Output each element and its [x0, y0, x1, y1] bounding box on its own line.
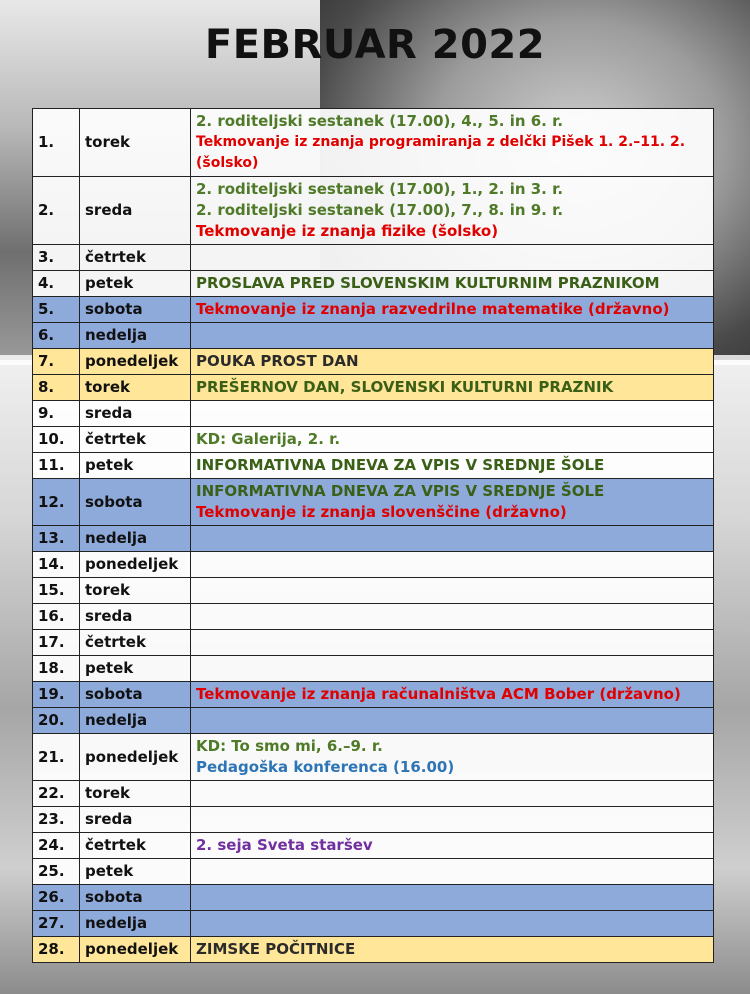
event-text: PROSLAVA PRED SLOVENSKIM KULTURNIM PRAZNIKOM — [196, 274, 660, 292]
calendar-row — [33, 552, 714, 578]
events-cell — [191, 526, 714, 552]
calendar-row — [33, 349, 714, 375]
events-cell — [191, 578, 714, 604]
events-cell — [191, 630, 714, 656]
weekday: torek — [80, 375, 191, 401]
weekday: sobota — [80, 297, 191, 323]
date-number: 1. — [33, 109, 80, 177]
events-cell — [191, 604, 714, 630]
events-cell — [191, 734, 714, 781]
event-text: INFORMATIVNA DNEVA ZA VPIS V SREDNJE ŠOLE — [196, 482, 605, 500]
weekday: sobota — [80, 479, 191, 526]
events-cell — [191, 807, 714, 833]
events-cell — [191, 708, 714, 734]
event-text: ZIMSKE POČITNICE — [196, 940, 356, 958]
weekday: četrtek — [80, 833, 191, 859]
weekday: torek — [80, 109, 191, 177]
weekday: sobota — [80, 885, 191, 911]
date-number: 8. — [33, 375, 80, 401]
event-text: POUKA PROST DAN — [196, 352, 359, 370]
date-number: 4. — [33, 271, 80, 297]
event-text: INFORMATIVNA DNEVA ZA VPIS V SREDNJE ŠOLE — [196, 456, 605, 474]
date-number: 19. — [33, 682, 80, 708]
events-cell — [191, 833, 714, 859]
calendar-row — [33, 479, 714, 526]
calendar-row — [33, 885, 714, 911]
date-number: 6. — [33, 323, 80, 349]
event-text: KD: To smo mi, 6.–9. r. — [196, 737, 383, 755]
events-cell — [191, 297, 714, 323]
date-number: 18. — [33, 656, 80, 682]
date-number: 3. — [33, 245, 80, 271]
event-text: Tekmovanje iz znanja slovenščine (državno) — [196, 503, 567, 521]
date-number: 27. — [33, 911, 80, 937]
date-number: 23. — [33, 807, 80, 833]
date-number: 17. — [33, 630, 80, 656]
date-number: 7. — [33, 349, 80, 375]
weekday: sreda — [80, 604, 191, 630]
events-cell — [191, 177, 714, 245]
events-cell — [191, 245, 714, 271]
date-number: 21. — [33, 734, 80, 781]
calendar-row — [33, 937, 714, 963]
calendar-row — [33, 708, 714, 734]
date-number: 5. — [33, 297, 80, 323]
event-text: Tekmovanje iz znanja programiranja z delčki Pišek 1. 2.–11. 2. — [196, 134, 686, 150]
weekday: nedelja — [80, 323, 191, 349]
event-text: KD: Galerija, 2. r. — [196, 430, 341, 448]
weekday: petek — [80, 453, 191, 479]
calendar-row — [33, 682, 714, 708]
weekday: četrtek — [80, 630, 191, 656]
events-cell — [191, 911, 714, 937]
weekday: petek — [80, 271, 191, 297]
weekday: sobota — [80, 682, 191, 708]
events-cell — [191, 656, 714, 682]
calendar-row — [33, 911, 714, 937]
weekday: torek — [80, 578, 191, 604]
weekday: nedelja — [80, 911, 191, 937]
event-text: 2. seja Sveta staršev — [196, 836, 373, 854]
calendar-row — [33, 656, 714, 682]
events-cell — [191, 375, 714, 401]
calendar-row — [33, 109, 714, 177]
weekday: sreda — [80, 177, 191, 245]
calendar-row — [33, 859, 714, 885]
weekday: nedelja — [80, 708, 191, 734]
event-text: PREŠERNOV DAN, SLOVENSKI KULTURNI PRAZNIK — [196, 378, 614, 396]
date-number: 10. — [33, 427, 80, 453]
date-number: 22. — [33, 781, 80, 807]
date-number: 16. — [33, 604, 80, 630]
weekday: sreda — [80, 401, 191, 427]
weekday: ponedeljek — [80, 552, 191, 578]
weekday: ponedeljek — [80, 937, 191, 963]
weekday: petek — [80, 859, 191, 885]
date-number: 9. — [33, 401, 80, 427]
weekday: ponedeljek — [80, 734, 191, 781]
date-number: 25. — [33, 859, 80, 885]
date-number: 28. — [33, 937, 80, 963]
weekday: nedelja — [80, 526, 191, 552]
calendar-row — [33, 323, 714, 349]
weekday: četrtek — [80, 427, 191, 453]
calendar-row — [33, 427, 714, 453]
calendar-row — [33, 297, 714, 323]
calendar-row — [33, 401, 714, 427]
events-cell — [191, 937, 714, 963]
calendar-row — [33, 375, 714, 401]
calendar-row — [33, 781, 714, 807]
event-text: 2. roditeljski sestanek (17.00), 1., 2. in 3. r. — [196, 180, 564, 198]
date-number: 24. — [33, 833, 80, 859]
events-cell — [191, 401, 714, 427]
weekday: petek — [80, 656, 191, 682]
calendar-row — [33, 177, 714, 245]
events-cell — [191, 349, 714, 375]
event-text: Tekmovanje iz znanja fizike (šolsko) — [196, 222, 499, 240]
date-number: 2. — [33, 177, 80, 245]
events-cell — [191, 479, 714, 526]
date-number: 12. — [33, 479, 80, 526]
calendar-row — [33, 578, 714, 604]
date-number: 14. — [33, 552, 80, 578]
calendar-body — [33, 109, 714, 963]
calendar-row — [33, 271, 714, 297]
events-cell — [191, 552, 714, 578]
events-cell — [191, 453, 714, 479]
event-text: Tekmovanje iz znanja razvedrilne matematike (državno) — [196, 300, 670, 318]
date-number: 11. — [33, 453, 80, 479]
events-cell — [191, 427, 714, 453]
events-cell — [191, 682, 714, 708]
weekday: torek — [80, 781, 191, 807]
date-number: 15. — [33, 578, 80, 604]
calendar-row — [33, 630, 714, 656]
events-cell — [191, 859, 714, 885]
event-text: 2. roditeljski sestanek (17.00), 7., 8. in 9. r. — [196, 201, 564, 219]
calendar-row — [33, 245, 714, 271]
calendar-row — [33, 604, 714, 630]
events-cell — [191, 109, 714, 177]
date-number: 20. — [33, 708, 80, 734]
event-text: Pedagoška konferenca (16.00) — [196, 758, 455, 776]
calendar-row — [33, 453, 714, 479]
event-text: (šolsko) — [196, 155, 259, 171]
weekday: sreda — [80, 807, 191, 833]
calendar-row — [33, 526, 714, 552]
event-text: 2. roditeljski sestanek (17.00), 4., 5. in 6. r. — [196, 112, 564, 130]
calendar-row — [33, 807, 714, 833]
events-cell — [191, 323, 714, 349]
weekday: četrtek — [80, 245, 191, 271]
weekday: ponedeljek — [80, 349, 191, 375]
calendar-row — [33, 833, 714, 859]
date-number: 13. — [33, 526, 80, 552]
calendar-row — [33, 734, 714, 781]
events-cell — [191, 885, 714, 911]
event-text: Tekmovanje iz znanja računalništva ACM Bober (državno) — [196, 685, 681, 703]
page-title: FEBRUAR 2022 — [204, 22, 546, 68]
date-number: 26. — [33, 885, 80, 911]
events-cell — [191, 781, 714, 807]
calendar-table — [32, 108, 714, 963]
events-cell — [191, 271, 714, 297]
